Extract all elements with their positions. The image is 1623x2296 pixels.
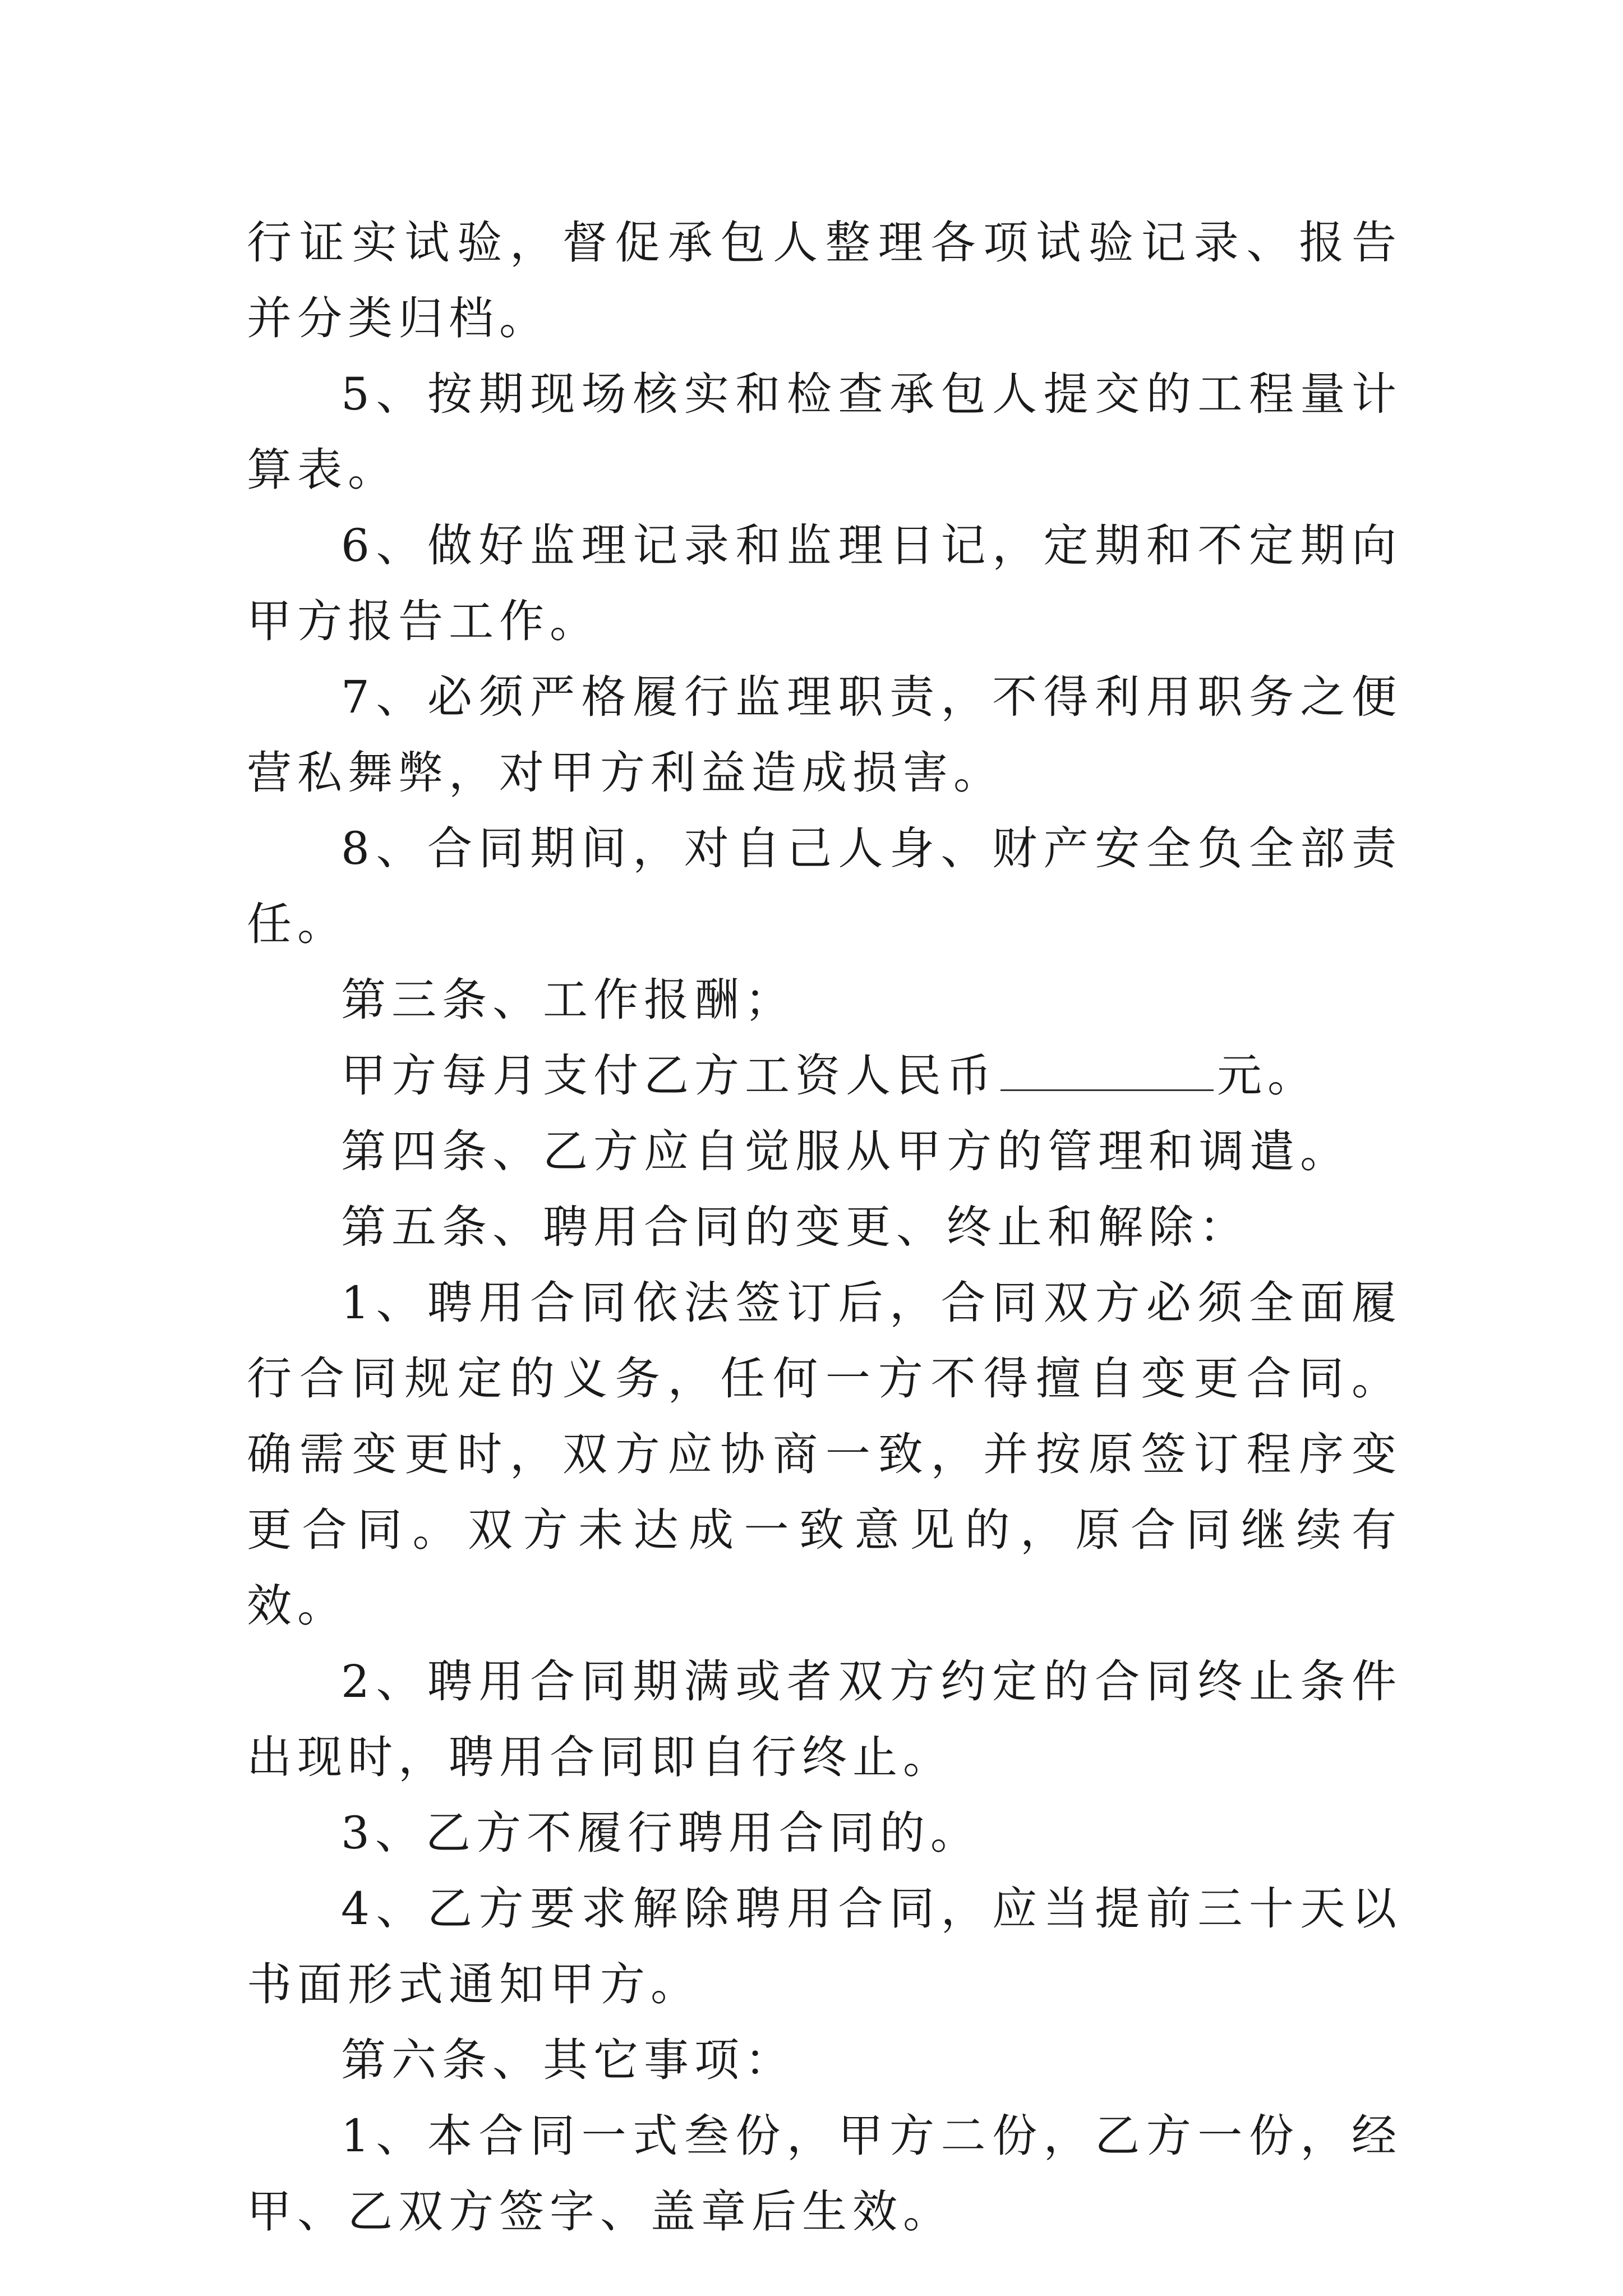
article-6-heading: 第六条、其它事项： [341,2034,795,2086]
salary-line-prefix: 甲方每月支付乙方工资人民币 [341,1050,997,1102]
article-3-heading: 第三条、工作报酬； [341,974,795,1026]
article-5-item-4: 4、乙方要求解除聘用合同，应当提前三十天以书面形式通知甲方。 [247,1883,1402,2010]
paragraph-item-5: 5、按期现场核实和检查承包人提交的工程量计算表。 [247,368,1402,496]
article-5-item-1: 1、聘用合同依法签订后，合同双方必须全面履行合同规定的义务，任何一方不得擅自变更合同。确需变更时，双方应协商一致，并按原签订程序变更合同。双方未达成一致意见的，原合同继续有效。 [247,1277,1402,1632]
paragraph-item-7: 7、必须严格履行监理职责，不得利用职务之便营私舞弊，对甲方利益造成损害。 [247,671,1402,799]
salary-line [247,1038,1402,1114]
article-5-item-2: 2、聘用合同期满或者双方约定的合同终止条件出现时，聘用合同即自行终止。 [247,1655,1402,1783]
article-5-item-3: 3、乙方不履行聘用合同的。 [341,1807,981,1859]
paragraph-continued: 行证实试验，督促承包人整理各项试验记录、报告并分类归档。 [247,217,1402,344]
paragraph-item-8: 8、合同期间，对自己人身、财产安全负全部责任。 [247,822,1402,950]
article-5-heading: 第五条、聘用合同的变更、终止和解除： [341,1201,1249,1253]
article-6-item-1: 1、本合同一式叁份，甲方二份，乙方一份，经甲、乙双方签字、盖章后生效。 [247,2110,1402,2238]
paragraph-item-6: 6、做好监理记录和监理日记，定期和不定期向甲方报告工作。 [247,519,1402,647]
salary-line-suffix: 元。 [1217,1050,1318,1102]
salary-amount-blank [1000,1050,1214,1091]
article-4-heading: 第四条、乙方应自觉服从甲方的管理和调遣。 [341,1125,1350,1177]
document-body [247,205,1402,2249]
